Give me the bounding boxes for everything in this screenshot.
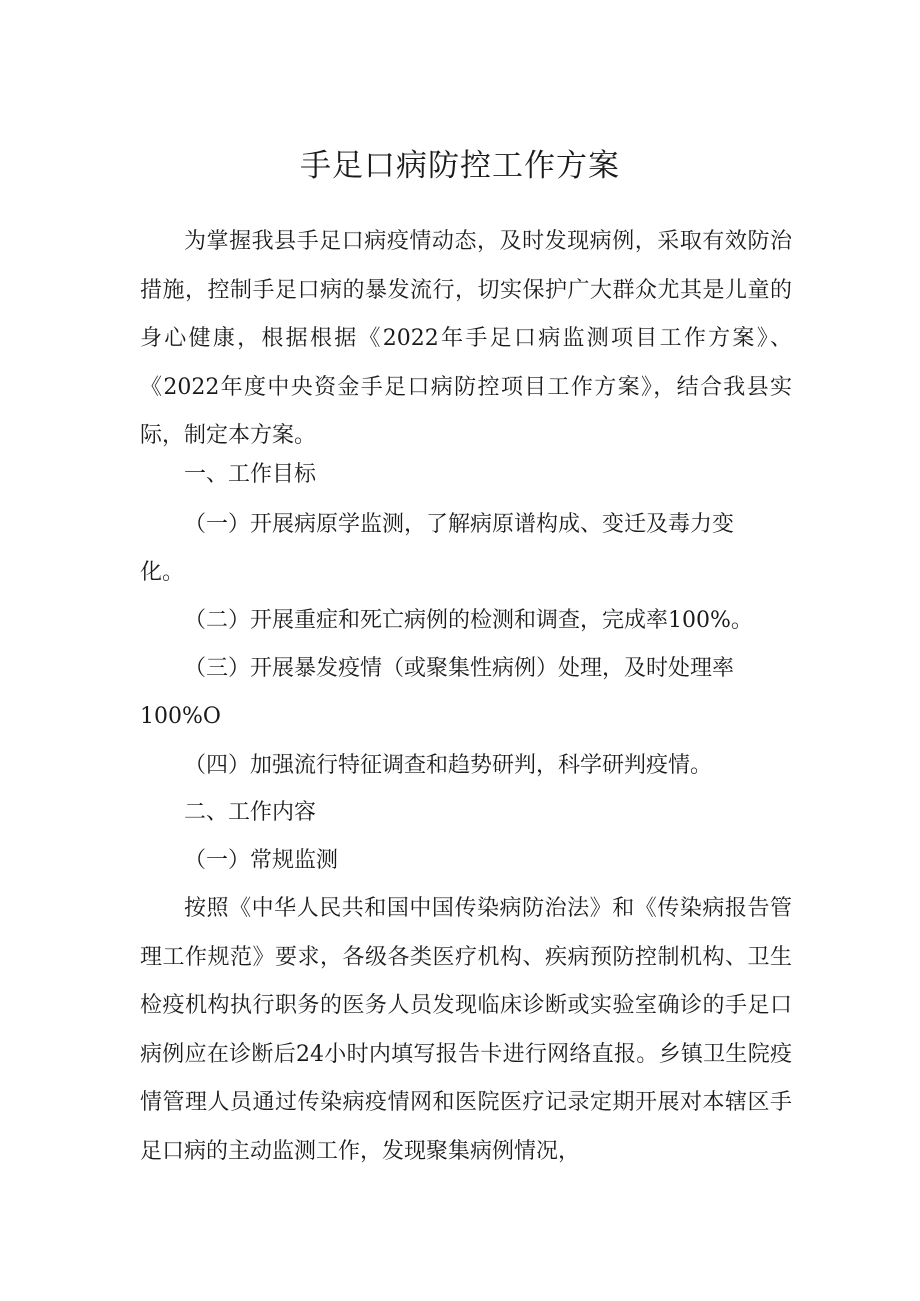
document-title: 手足口病防控工作方案 — [300, 148, 620, 184]
goal-item-1-line-2: 化。 — [140, 560, 185, 585]
routine-monitoring-paragraph: 按照《中华人民共和国中国传染病防治法》和《传染病报告管理工作规范》要求，各级各类医疗机构、疾病预防控制机构、卫生检疫机构执行职务的医务人员发现临床诊断或实验室确诊的手足口病例应在诊断后24小时内填写报告卡进行网络直报。乡镇卫生院疫情管理人员通过传染病疫情网和医院医疗记录定期开展对本辖区手足口病的主动监测工作，发现聚集病例情况， — [140, 896, 792, 1164]
section-heading-goals: 一、工作目标 — [184, 462, 317, 487]
intro-paragraph: 为掌握我县手足口病疫情动态，及时发现病例，采取有效防治措施，控制手足口病的暴发流行，切实保护广大群众尤其是儿童的身心健康，根据根据《2022年手足口病监测项目工作方案》、《2022年度中央资金手足口病防控项目工作方案》，结合我县实际，制定本方案。 — [140, 229, 792, 448]
goal-item-1-line-1: （一）开展病原学监测，了解病原谱构成、变迁及毒力变 — [184, 512, 735, 537]
goal-item-3-line-2: 100%O — [140, 704, 221, 729]
subsection-heading-routine: （一）常规监测 — [184, 848, 339, 873]
goal-item-3-line-1: （三）开展暴发疫情（或聚集性病例）处理，及时处理率 — [184, 656, 735, 681]
goal-item-2: （二）开展重症和死亡病例的检测和调查，完成率100%。 — [184, 608, 753, 633]
goal-item-4: （四）加强流行特征调查和趋势研判，科学研判疫情。 — [184, 753, 713, 778]
section-heading-content: 二、工作内容 — [184, 800, 317, 825]
